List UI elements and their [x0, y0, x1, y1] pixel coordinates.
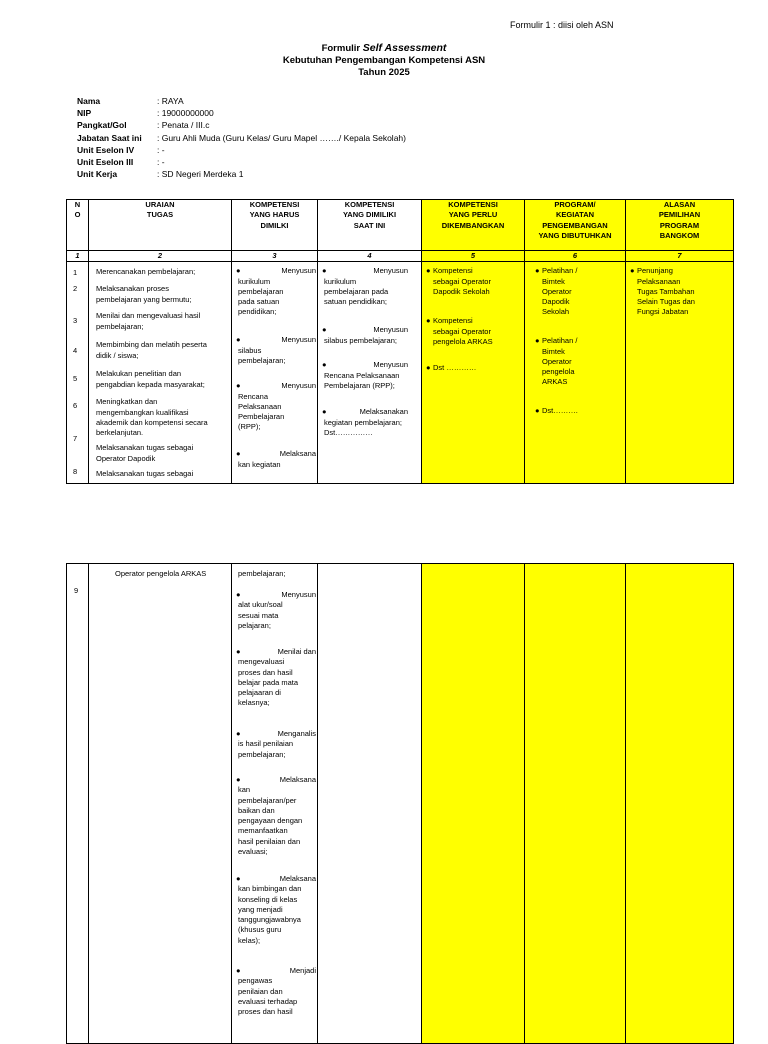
row-number: 9 — [74, 586, 79, 595]
bullet-icon: ● — [236, 590, 241, 599]
row-number-cell — [67, 564, 89, 1044]
header-kompetensi-perlu: KOMPETENSI YANG PERLU DIKEMBANGKAN — [422, 200, 525, 251]
form-year: Tahun 2025 — [358, 67, 410, 78]
list-item: Meningkatkan dan mengembangkan kualifikasi akademik dan kompetensi secara berkelanjutan. — [96, 397, 208, 438]
task-cell — [89, 262, 232, 484]
bullet-icon: ● — [535, 336, 540, 346]
list-item: ● Melaksana kan bimbingan dan konseling di kelas yang menjadi tanggungjawabnya (khusus guru kelas); — [236, 874, 316, 945]
bullet-icon: ● — [322, 325, 327, 335]
row-number: 7 — [73, 434, 78, 444]
header-no: N O — [67, 200, 89, 251]
form-note: Formulir 1 : diisi oleh ASN — [510, 20, 614, 30]
title-block — [0, 42, 768, 79]
competency-table — [66, 199, 734, 484]
list-item: Melaksanakan tugas sebagai — [96, 469, 194, 479]
bullet-icon: ● — [236, 647, 241, 656]
identity-block — [77, 95, 406, 180]
col-number: 2 — [89, 251, 232, 262]
bullet-icon: ● — [535, 406, 540, 416]
bullet-icon: ● — [322, 266, 327, 276]
table-row — [67, 262, 734, 484]
row-number: 8 — [73, 467, 78, 477]
list-item: Melaksanakan tugas sebagai Operator Dapodik — [96, 443, 194, 463]
bullet-icon: ● — [236, 775, 241, 784]
row-number: 4 — [73, 346, 78, 356]
competency-to-develop-cell — [422, 262, 525, 484]
bullet-icon: ● — [236, 874, 241, 883]
bullet-icon: ● — [236, 449, 241, 459]
list-item: ● Menjadi pengawas penilaian dan evaluasi terhadap proses dan hasil — [236, 966, 316, 1017]
form-title: Formulir Self Assessment — [321, 42, 447, 54]
list-item: ● Menyusun silabus pembelajaran; — [322, 325, 408, 345]
list-item: ● Melaksana kan kegiatan — [236, 449, 316, 469]
header-kompetensi-dimiliki: KOMPETENSI YANG DIMILIKI SAAT INI — [318, 200, 422, 251]
list-item: Melaksanakan proses pembelajaran yang bermutu; — [96, 284, 192, 304]
list-item: ● Pelatihan / Bimtek Operator pengelola ARKAS — [535, 336, 578, 387]
header-uraian-tugas: URAIAN TUGAS — [89, 200, 232, 251]
identity-row: Pangkat/Gol : Penata / III.c — [77, 120, 210, 131]
bullet-icon: ● — [426, 316, 431, 326]
list-item: ● Menyusun silabus pembelajaran; — [236, 335, 316, 365]
identity-row: Jabatan Saat ini : Guru Ahli Muda (Guru Kelas/ Guru Mapel ……./ Kepala Sekolah) — [77, 132, 406, 143]
row-number: 2 — [73, 284, 78, 294]
header-alasan: ALASAN PEMILIHAN PROGRAM BANGKOM — [626, 200, 734, 251]
row-number: 5 — [73, 374, 78, 384]
bullet-icon: ● — [236, 335, 241, 345]
list-item: ● Kompetensi sebagai Operator pengelola ARKAS — [426, 316, 493, 346]
list-item: ● Menyusun kurikulum pembelajaran pada satuan pendidikan; — [236, 266, 316, 317]
list-item: ● Menyusun Rencana Pelaksanaan Pembelajaran (RPP); — [236, 381, 316, 432]
list-item: Merencanakan pembelajaran; — [96, 267, 196, 277]
program-cell — [525, 262, 626, 484]
identity-row: Nama : RAYA — [77, 96, 184, 106]
bullet-icon: ● — [535, 266, 540, 276]
col-number: 1 — [67, 251, 89, 262]
reason-cell — [626, 564, 734, 1044]
list-item: ● Menyusun kurikulum pembelajaran pada satuan pendidikan; — [322, 266, 408, 307]
list-item: ● Kompetensi sebagai Operator Dapodik Sekolah — [426, 266, 491, 296]
row-number: 3 — [73, 316, 78, 326]
header-row — [67, 200, 734, 251]
table-row — [67, 564, 734, 1044]
form-subtitle: Kebutuhan Pengembangan Kompetensi ASN — [282, 55, 486, 66]
list-item: pembelajaran; — [238, 569, 286, 578]
col-number: 7 — [626, 251, 734, 262]
bullet-icon: ● — [426, 363, 431, 373]
col-number: 6 — [525, 251, 626, 262]
col-number: 4 — [318, 251, 422, 262]
list-item: Membimbing dan melatih peserta didik / siswa; — [96, 340, 207, 360]
list-item: ● Melaksanakan kegiatan pembelajaran; Dst…………… — [322, 407, 408, 437]
bullet-icon: ● — [426, 266, 431, 276]
list-item: Menilai dan mengevaluasi hasil pembelajaran; — [96, 311, 201, 331]
bullet-icon: ● — [322, 360, 327, 370]
required-competency-cell — [232, 262, 318, 484]
program-cell — [525, 564, 626, 1044]
identity-row: Unit Eselon IV : - — [77, 144, 165, 155]
list-item: ● Menganalis is hasil penilaian pembelajaran; — [236, 729, 316, 759]
current-competency-cell — [318, 262, 422, 484]
competency-table-continued — [66, 563, 734, 1044]
row-number: 1 — [73, 268, 78, 278]
identity-row: Unit Kerja : SD Negeri Merdeka 1 — [77, 169, 244, 180]
header-program-kegiatan: PROGRAM/ KEGIATAN PENGEMBANGAN YANG DIBUTUHKAN — [525, 200, 626, 251]
competency-to-develop-cell — [422, 564, 525, 1044]
list-item: ● Penunjang Pelaksanaan Tugas Tambahan Selain Tugas dan Fungsi Jabatan — [630, 266, 695, 317]
reason-cell — [626, 262, 734, 484]
col-number: 5 — [422, 251, 525, 262]
row-number: 6 — [73, 401, 78, 411]
header-kompetensi-harus: KOMPETENSI YANG HARUS DIMILKI — [232, 200, 318, 251]
bullet-icon: ● — [236, 381, 241, 391]
list-item: ● Dst………. — [535, 406, 578, 416]
list-item: ● Pelatihan / Bimtek Operator Dapodik Sekolah — [535, 266, 578, 317]
list-item: ● Menyusun Rencana Pelaksanaan Pembelajaran (RPP); — [322, 360, 408, 390]
list-item: Melakukan penelitian dan pengabdian kepada masyarakat; — [96, 369, 205, 389]
list-item: Operator pengelola ARKAS — [115, 569, 207, 578]
task-cell — [89, 564, 232, 1044]
list-item: ● Dst ………… — [426, 363, 477, 373]
column-number-row — [67, 251, 734, 262]
identity-row: Unit Eselon III : - — [77, 157, 165, 168]
bullet-icon: ● — [630, 266, 635, 276]
bullet-icon: ● — [236, 729, 241, 738]
bullet-icon: ● — [236, 966, 241, 975]
list-item: ● Menilai dan mengevaluasi proses dan hasil belajar pada mata pelajaaran di kelasnya; — [236, 647, 316, 708]
identity-row: NIP : 19000000000 — [77, 108, 214, 119]
list-item: ● Menyusun alat ukur/soal sesuai mata pelajaran; — [236, 590, 316, 630]
required-competency-cell — [232, 564, 318, 1044]
current-competency-cell — [318, 564, 422, 1044]
row-number-cell — [67, 262, 89, 484]
bullet-icon: ● — [236, 266, 241, 276]
bullet-icon: ● — [322, 407, 327, 417]
col-number: 3 — [232, 251, 318, 262]
list-item: ● Melaksana kan pembelajaran/per baikan dan pengayaan dengan memanfaatkan hasil penilaian dan evaluasi; — [236, 775, 316, 857]
